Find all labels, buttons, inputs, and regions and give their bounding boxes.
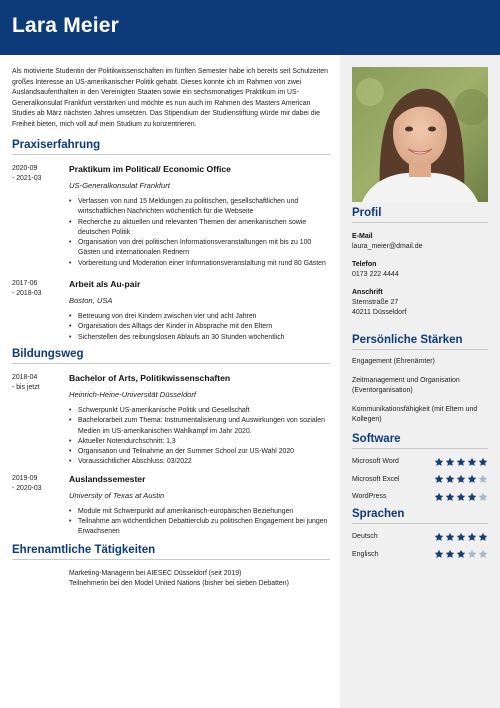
star-rating bbox=[434, 474, 488, 484]
bullet-item: • Schwerpunkt US-amerikanische Politik und Gesellschaft bbox=[69, 406, 330, 416]
phone-value: 0173 222 4444 bbox=[352, 271, 399, 278]
software-name: WordPress bbox=[352, 493, 387, 501]
star-icon bbox=[456, 474, 466, 484]
bullet-item: • Betreuung von drei Kindern zwischen vier und acht Jahren bbox=[69, 312, 330, 322]
software-row bbox=[352, 488, 488, 506]
software-list bbox=[352, 453, 488, 506]
star-icon bbox=[456, 532, 466, 542]
star-icon bbox=[445, 532, 455, 542]
entry-date-start: 2019-09 bbox=[12, 474, 38, 482]
experience-entry bbox=[12, 279, 330, 343]
bullet-item: • Organisation des Alltags der Kinder in Absprache mit den Eltern bbox=[69, 322, 330, 332]
section-title-languages: Sprachen bbox=[352, 508, 488, 524]
section-title-experience: Praxiserfahrung bbox=[12, 139, 330, 155]
entry-date-end: - 2018-03 bbox=[12, 290, 42, 298]
entry-date bbox=[12, 373, 69, 468]
intro-text: Als motivierte Studentin der Politikwissenschaften im fünften Semester habe ich bereits seit Schulzeiten großes Interesse an US-amerikanischer Politik gehabt. Dieses konnte ich im Rahmen von zwei Auslandsaufenthalten in den Vereinigten Staaten sowie ein sechsmonatiges Praktikum im US-Generalkonsulat Frankfurt verstärken und möchte es nun auch im Rahmen des Masters American Studies ab März nächsten Jahres umsetzen. Das Stipendium der Studienstiftung würde mir dabei die Freiheit bieten, mich voll auf mein Studium zu konzentrieren. bbox=[12, 68, 328, 128]
entry-bullets bbox=[69, 507, 330, 538]
bullet-item: • Organisation und Teilnahme an der Summer School zur US-Wahl 2020 bbox=[69, 447, 330, 457]
strength-item: Kommunikationsfähigkeit (mit Eltern und Kollegen) bbox=[352, 405, 478, 423]
star-icon bbox=[434, 492, 444, 502]
entry-bullets bbox=[69, 197, 330, 269]
education-entry bbox=[12, 373, 330, 468]
star-icon bbox=[445, 549, 455, 559]
star-icon bbox=[456, 492, 466, 502]
section-title-profile: Profil bbox=[352, 207, 488, 223]
section-title-education: Bildungsweg bbox=[12, 348, 330, 364]
section-title-software: Software bbox=[352, 433, 488, 449]
bullet-item: • Voraussichtlicher Abschluss: 03/2022 bbox=[69, 457, 330, 467]
volunteer-list bbox=[69, 569, 330, 590]
bullet-item: • Vorbereitung und Moderation einer Informationsveranstaltung mit rund 80 Gästen bbox=[69, 259, 330, 269]
entry-body bbox=[69, 164, 330, 269]
email-value[interactable]: laura_meier@dmail.de bbox=[352, 243, 423, 250]
bullet-item: • Bachelorarbeit zum Thema: Instrumentalisierung und Auswirkungen von sozialen Medien im US-amerikanischen Wahlkampf im Jahr 2020. bbox=[69, 416, 330, 437]
strengths-section bbox=[352, 334, 488, 426]
address-street: Sternstraße 27 bbox=[352, 299, 399, 306]
star-icon bbox=[434, 457, 444, 467]
star-icon bbox=[467, 549, 477, 559]
section-title-strengths: Persönliche Stärken bbox=[352, 334, 488, 350]
entry-date-end: - bis jetzt bbox=[12, 383, 40, 391]
entry-date-end: - 2020-03 bbox=[12, 484, 42, 492]
entry-organization: US-Generalkonsulat Frankfurt bbox=[69, 181, 170, 190]
profile-section bbox=[352, 207, 488, 318]
star-icon bbox=[478, 474, 488, 484]
address-label: Anschrift bbox=[352, 289, 383, 296]
star-icon bbox=[478, 457, 488, 467]
education-entry bbox=[12, 474, 330, 538]
entry-organization: University of Texas at Austin bbox=[69, 490, 165, 500]
software-row bbox=[352, 471, 488, 489]
entry-organization: Boston, USA bbox=[69, 296, 113, 306]
star-icon bbox=[467, 532, 477, 542]
entry-date-start: 2020-09 bbox=[12, 165, 38, 172]
entry-date bbox=[12, 474, 69, 538]
bullet-item: • Recherche zu aktuellen und relevanten Themen der amerikanischen sowie deutschen Politik bbox=[69, 218, 330, 239]
bullet-item: • Verfassen von rund 15 Meldungen zu politischen, gesellschaftlichen und wirtschaftlichen Nachrichten wöchentlich für die Webseite bbox=[69, 197, 330, 218]
profile-photo bbox=[352, 67, 488, 202]
star-icon bbox=[478, 492, 488, 502]
star-icon bbox=[445, 492, 455, 502]
language-name: Englisch bbox=[352, 550, 379, 558]
bullet-item: • Teilnahme am wöchentlichen Debattierclub zu politischen Engagement bei jungen Erwachsenen bbox=[69, 517, 330, 538]
strength-item: Engagement (Ehrenämter) bbox=[352, 358, 435, 365]
email-label: E-Mail bbox=[352, 233, 373, 240]
entry-title: Arbeit als Au-pair bbox=[69, 279, 141, 290]
bullet-item: • Aktueller Notendurchschnitt: 1,3 bbox=[69, 437, 330, 447]
address-city: 40211 Düsseldorf bbox=[352, 309, 407, 316]
volunteer-item: Marketing-Managerin bei AIESEC Düsseldorf (seit 2019) bbox=[69, 569, 242, 577]
language-row bbox=[352, 546, 488, 564]
software-row bbox=[352, 453, 488, 471]
entry-title: Praktikum im Political/ Economic Office bbox=[69, 164, 231, 174]
star-icon bbox=[467, 474, 477, 484]
entry-date-start: 2018-04 bbox=[12, 373, 38, 381]
entry-date-start: 2017-06 bbox=[12, 280, 38, 288]
volunteer-item: Teilnehmerin bei den Model United Nations (bisher bei sieben Debatten) bbox=[69, 580, 289, 588]
section-title-volunteer: Ehrenamtliche Tätigkeiten bbox=[12, 544, 330, 560]
star-icon bbox=[434, 549, 444, 559]
star-icon bbox=[445, 457, 455, 467]
star-icon bbox=[478, 532, 488, 542]
entry-date bbox=[12, 164, 69, 269]
experience-entry bbox=[12, 164, 330, 269]
main-column bbox=[12, 67, 330, 590]
languages-section bbox=[352, 508, 488, 563]
bullet-item: • Sicherstellen des reibungslosen Ablaufs an 30 Stunden wöchentlich bbox=[69, 333, 330, 343]
entry-body bbox=[69, 279, 330, 343]
software-name: Microsoft Excel bbox=[352, 475, 400, 483]
star-rating bbox=[434, 549, 488, 559]
phone-label: Telefon bbox=[352, 261, 377, 268]
star-icon bbox=[467, 457, 477, 467]
star-icon bbox=[456, 549, 466, 559]
profile-photo-image bbox=[352, 67, 488, 202]
person-name: Lara Meier bbox=[12, 14, 120, 37]
star-rating bbox=[434, 532, 488, 542]
star-icon bbox=[434, 532, 444, 542]
bullet-item: • Module mit Schwerpunkt auf amerikanisch-europäischen Beziehungen bbox=[69, 507, 330, 517]
star-icon bbox=[445, 474, 455, 484]
header-bar bbox=[0, 0, 500, 55]
entry-date-end: - 2021-03 bbox=[12, 175, 42, 182]
star-icon bbox=[456, 457, 466, 467]
star-icon bbox=[467, 492, 477, 502]
entry-title: Auslandssemester bbox=[69, 473, 146, 484]
language-name: Deutsch bbox=[352, 533, 378, 541]
star-icon bbox=[478, 549, 488, 559]
star-rating bbox=[434, 492, 488, 502]
entry-bullets bbox=[69, 406, 330, 468]
entry-organization: Heinrich-Heine-Universität Düsseldorf bbox=[69, 389, 197, 399]
software-name: Microsoft Word bbox=[352, 458, 399, 466]
entry-body bbox=[69, 373, 330, 468]
star-icon bbox=[434, 474, 444, 484]
language-row bbox=[352, 528, 488, 546]
bullet-item: • Organisation von drei politischen Informationsveranstaltungen mit bis zu 100 Gästen und internationalen Rednern bbox=[69, 238, 330, 259]
star-rating bbox=[434, 457, 488, 467]
entry-body bbox=[69, 474, 330, 538]
entry-title: Bachelor of Arts, Politikwissenschaften bbox=[69, 372, 231, 383]
software-section bbox=[352, 433, 488, 506]
entry-date bbox=[12, 279, 69, 343]
entry-bullets bbox=[69, 312, 330, 343]
language-list bbox=[352, 528, 488, 563]
strength-item: Zeitmanagement und Organisation (Eventorganisation) bbox=[352, 376, 460, 394]
